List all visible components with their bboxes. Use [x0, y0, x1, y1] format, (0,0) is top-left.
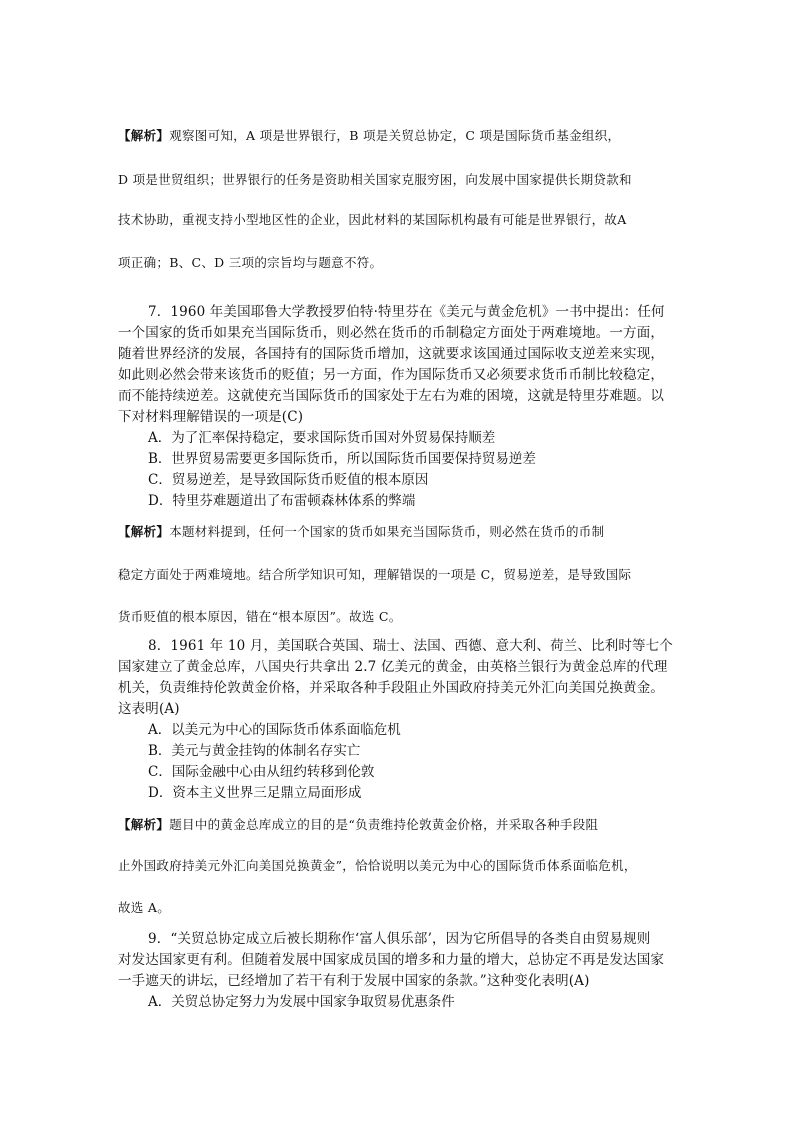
question-text-line: 机关，负责维持伦敦黄金价格，并采取各种手段阻止外国政府持美元外汇向美国兑换黄金。	[118, 680, 664, 696]
question-9	[118, 929, 680, 992]
analysis-line: D 项是世贸组织；世界银行的任务是资助相关国家克服穷困，向发展中国家提供长期贷款和	[118, 172, 632, 187]
question-text-line: 这表明(A)	[118, 701, 180, 717]
question-text-line: 如此则必然会带来该货币的贬值；另一方面，作为国际货币又必须要求货币币制比较稳定，	[118, 367, 664, 383]
analysis-line: 故选 A。	[118, 900, 171, 915]
analysis-tag: 【解析】	[118, 524, 170, 539]
analysis-line: 项正确；B、C、D 三项的宗旨均与题意不符。	[118, 255, 383, 270]
analysis-line: 稳定方面处于两难境地。结合所学知识可知，理解错误的一项是 C，贸易逆差，是导致国际	[118, 567, 632, 582]
option-a: A．为了汇率保持稳定，要求国际货币国对外贸易保持顺差	[148, 430, 496, 446]
analysis-line: 止外国政府持美元外汇向美国兑换黄金”，恰恰说明以美元为中心的国际货币体系面临危机，	[118, 858, 637, 873]
question-text-line: 下对材料理解错误的一项是(C)	[118, 409, 304, 425]
option-d: D．特里芬难题道出了布雷顿森林体系的弊端	[148, 493, 416, 509]
question-text-line: 一手遮天的讲坛，已经增加了若干有利于发展中国家的条款。”这种变化表明(A)	[118, 973, 590, 989]
question-7	[118, 302, 680, 428]
question-text-line: 一个国家的货币如果充当国际货币，则必然在货币的币制稳定方面处于两难境地。一方面，	[118, 325, 664, 341]
option-b: B．美元与黄金挂钩的体制名存实亡	[148, 743, 361, 759]
option-a: A．关贸总协定努力为发展中国家争取贸易优惠条件	[148, 994, 455, 1010]
analysis-line: 【解析】观察图可知，A 项是世界银行，B 项是关贸总协定，C 项是国际货币基金组织，	[118, 128, 621, 143]
option-c: C．国际金融中心由从纽约转移到伦敦	[148, 764, 375, 780]
analysis-line: 【解析】本题材料提到，任何一个国家的货币如果充当国际货币，则必然在货币的币制	[118, 524, 605, 539]
option-a: A．以美元为中心的国际货币体系面临危机	[148, 722, 401, 738]
option-b: B．世界贸易需要更多国际货币，所以国际货币国要保持贸易逆差	[148, 451, 536, 467]
question-text-line: 随着世界经济的发展，各国持有的国际货币增加，这就要求该国通过国际收支逆差来实现，	[118, 346, 664, 362]
analysis-tag: 【解析】	[118, 817, 170, 832]
question-text-line: 9．“关贸总协定成立后被长期称作‘富人俱乐部’，因为它所倡导的各类自由贸易规则	[148, 931, 651, 947]
option-c: C．贸易逆差，是导致国际货币贬值的根本原因	[148, 472, 429, 488]
analysis-tag: 【解析】	[118, 128, 170, 143]
question-text-line: 8．1961 年 10 月，美国联合英国、瑞士、法国、西德、意大利、荷兰、比利时等七个	[148, 638, 673, 654]
question-8	[118, 636, 680, 720]
analysis-line: 技术协助，重视支持小型地区性的企业，因此材料的某国际机构最有可能是世界银行，故A	[118, 212, 627, 227]
question-text-line: 国家建立了黄金总库，八国央行共拿出 2.7 亿美元的黄金，由英格兰银行为黄金总库的代理	[118, 659, 668, 675]
question-text-line: 7．1960 年美国耶鲁大学教授罗伯特·特里芬在《美元与黄金危机》一书中提出：任何	[148, 304, 665, 320]
question-text-line: 而不能持续逆差。这就使充当国际货币的国家处于左右为难的困境，这就是特里芬难题。以	[118, 388, 664, 404]
option-d: D．资本主义世界三足鼎立局面形成	[148, 785, 362, 801]
question-text-line: 对发达国家更有利。但随着发展中国家成员国的增多和力量的增大，总协定不再是发达国家	[118, 952, 664, 968]
analysis-line: 【解析】题目中的黄金总库成立的目的是“负责维持伦敦黄金价格，并采取各种手段阻	[118, 817, 599, 832]
analysis-line: 货币贬值的根本原因，错在“根本原因”。故选 C。	[118, 609, 402, 624]
